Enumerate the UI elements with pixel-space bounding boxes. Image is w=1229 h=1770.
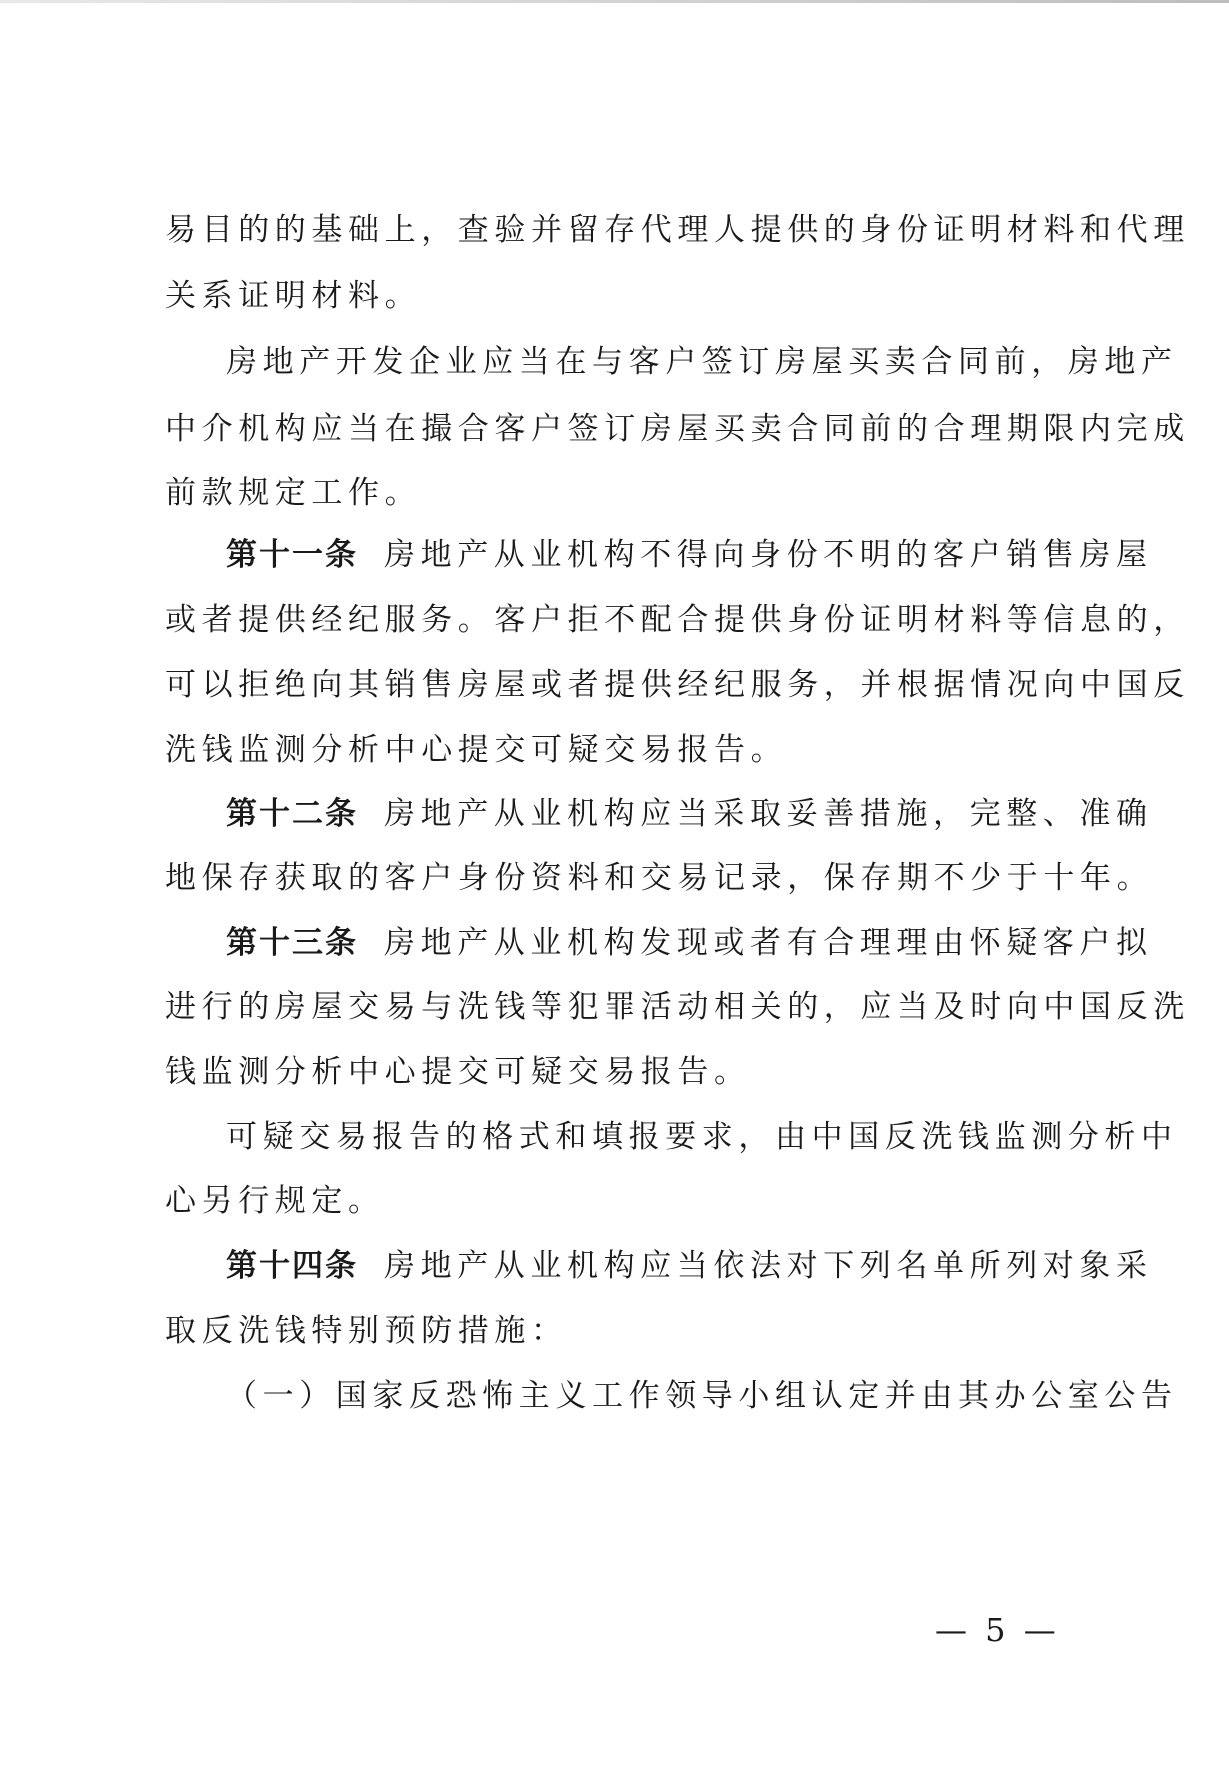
article-13-line xyxy=(226,913,1153,973)
paragraph-start-line: 可疑交易报告的格式和填报要求，由中国反洗钱监测分析中 xyxy=(226,1119,1178,1155)
article-12-text: 房地产从业机构应当采取妥善措施，完整、准确 xyxy=(384,796,1153,832)
article-14-heading: 第十四条 xyxy=(226,1248,358,1284)
text-line: 地保存获取的客户身份资料和交易记录，保存期不少于十年。 xyxy=(165,860,1154,896)
article-11-text: 房地产从业机构不得向身份不明的客户销售房屋 xyxy=(384,537,1153,573)
text-line: 心另行规定。 xyxy=(165,1183,385,1219)
text-line: 取反洗钱特别预防措施： xyxy=(165,1313,568,1349)
text-line: 可以拒绝向其销售房屋或者提供经纪服务，并根据情况向中国反 xyxy=(165,667,1190,703)
article-14-line xyxy=(226,1236,1153,1296)
text-line: 或者提供经纪服务。客户拒不配合提供身份证明材料等信息的， xyxy=(165,602,1190,638)
article-13-text: 房地产从业机构发现或者有合理理由怀疑客户拟 xyxy=(384,925,1153,961)
article-11-heading: 第十一条 xyxy=(226,537,358,573)
text-line: 关系证明材料。 xyxy=(165,278,422,314)
article-14-text: 房地产从业机构应当依法对下列名单所列对象采 xyxy=(384,1248,1153,1284)
text-line: 前款规定工作。 xyxy=(165,475,422,511)
article-13-heading: 第十三条 xyxy=(226,925,358,961)
text-line: 钱监测分析中心提交可疑交易报告。 xyxy=(165,1054,751,1090)
paragraph-start-line: 房地产开发企业应当在与客户签订房屋买卖合同前，房地产 xyxy=(226,344,1178,380)
top-edge-rule xyxy=(0,0,1229,3)
list-item-line: （一）国家反恐怖主义工作领导小组认定并由其办公室公告 xyxy=(226,1378,1178,1414)
text-line: 易目的的基础上，查验并留存代理人提供的身份证明材料和代理 xyxy=(165,212,1190,248)
article-12-line xyxy=(226,784,1153,844)
text-line: 进行的房屋交易与洗钱等犯罪活动相关的，应当及时向中国反洗 xyxy=(165,989,1190,1025)
page-number: — 5 — xyxy=(935,1611,1060,1649)
article-11-line xyxy=(226,525,1153,585)
text-line: 洗钱监测分析中心提交可疑交易报告。 xyxy=(165,732,788,768)
text-line: 中介机构应当在撮合客户签订房屋买卖合同前的合理期限内完成 xyxy=(165,411,1190,447)
article-12-heading: 第十二条 xyxy=(226,796,358,832)
